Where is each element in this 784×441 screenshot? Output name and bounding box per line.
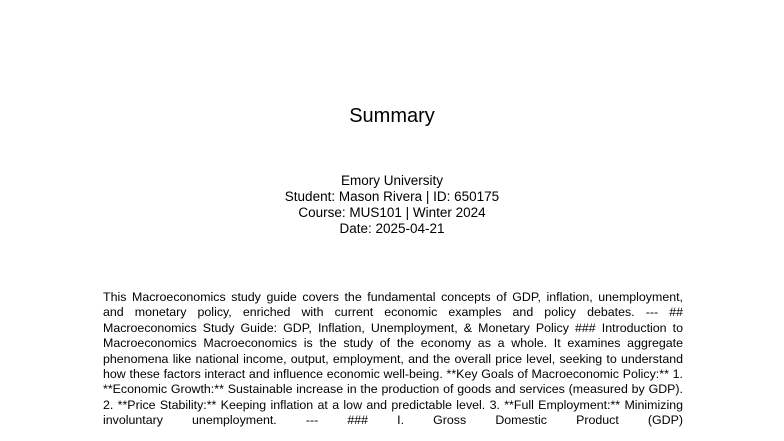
course-info: Course: MUS101 | Winter 2024 [298,205,486,220]
document-date: Date: 2025-04-21 [339,221,445,236]
institution-name: Emory University [340,173,443,188]
document-title: Summary [349,105,435,127]
document-meta [0,173,784,237]
student-info: Student: Mason Rivera | ID: 650175 [284,189,500,204]
summary-body-text: This Macroeconomics study guide covers the fundamental concepts of GDP, inflation, unemployment, and monetary policy, enriched with current economic examples and policy debates. --- ## Macroeconomics Study Guide: GDP, Inflation, Unemployment, & Monetary Policy ### Introduction to Macroeconomics Macroeconomics is the study of the economy as a whole. It examines aggregate phenomena like national income, output, employment, and the overall price level, seeking to understand how these factors interact and influence economic well-being. **Key Goals of Macroeconomic Policy:** 1. **Economic Growth:** Sustainable increase in the production of goods and services (measured by GDP). 2. **Price Stability:** Keeping inflation at a low and predictable level. 3. **Full Employment:** Minimizing involuntary unemployment. --- ### I. Gross Domestic Product (GDP) [103,290,683,428]
